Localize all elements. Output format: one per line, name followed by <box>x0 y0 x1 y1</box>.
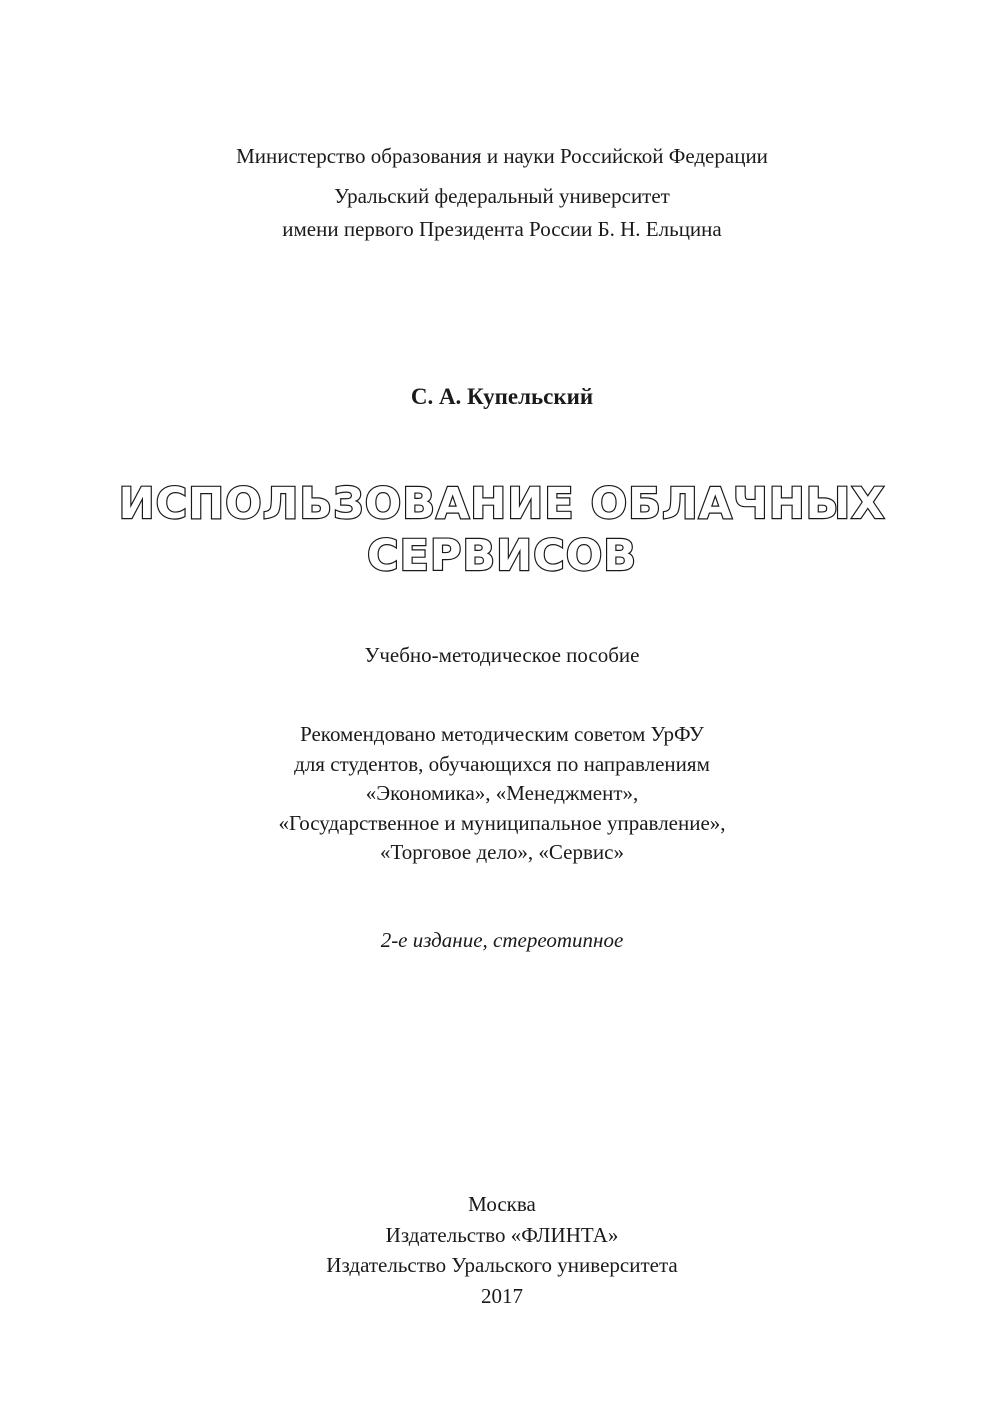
recommendation-line: «Государственное и муниципальное управление», <box>278 810 726 835</box>
university-name-line2: имени первого Президента России Б. Н. Ельцина <box>282 217 722 241</box>
university-name-line1: Уральский федеральный университет <box>334 184 670 208</box>
imprint-publisher-flinta: Издательство «ФЛИНТА» <box>385 1222 619 1247</box>
book-subtitle-text: Учебно-методическое пособие <box>364 643 640 667</box>
imprint-city: Москва <box>468 1192 536 1216</box>
imprint-year: 2017 <box>481 1283 523 1308</box>
book-title-line1: ИСПОЛЬЗОВАНИЕ ОБЛАЧНЫХ <box>118 479 886 529</box>
recommendation-block <box>0 720 1004 868</box>
recommendation-line: «Экономика», «Менеджмент», <box>365 781 639 805</box>
book-subtitle <box>0 640 1004 670</box>
author-name <box>0 381 1004 413</box>
ministry-header <box>0 140 1004 172</box>
ministry-name: Министерство образования и науки Российской Федерации <box>236 144 768 168</box>
recommendation-line: для студентов, обучающихся по направлениям <box>294 751 710 776</box>
imprint-publisher-ural: Издательство Уральского университета <box>326 1253 678 1277</box>
university-header <box>0 180 1004 246</box>
edition-text: 2-е издание, стереотипное <box>380 928 624 952</box>
imprint-block <box>0 1189 1004 1311</box>
edition-note <box>0 925 1004 955</box>
recommendation-line: Рекомендовано методическим советом УрФУ <box>300 722 704 746</box>
book-title <box>0 478 1004 582</box>
book-title-line2: СЕРВИСОВ <box>366 531 638 581</box>
author-text: С. А. Купельский <box>410 384 594 409</box>
recommendation-line: «Торговое дело», «Сервис» <box>380 840 624 864</box>
